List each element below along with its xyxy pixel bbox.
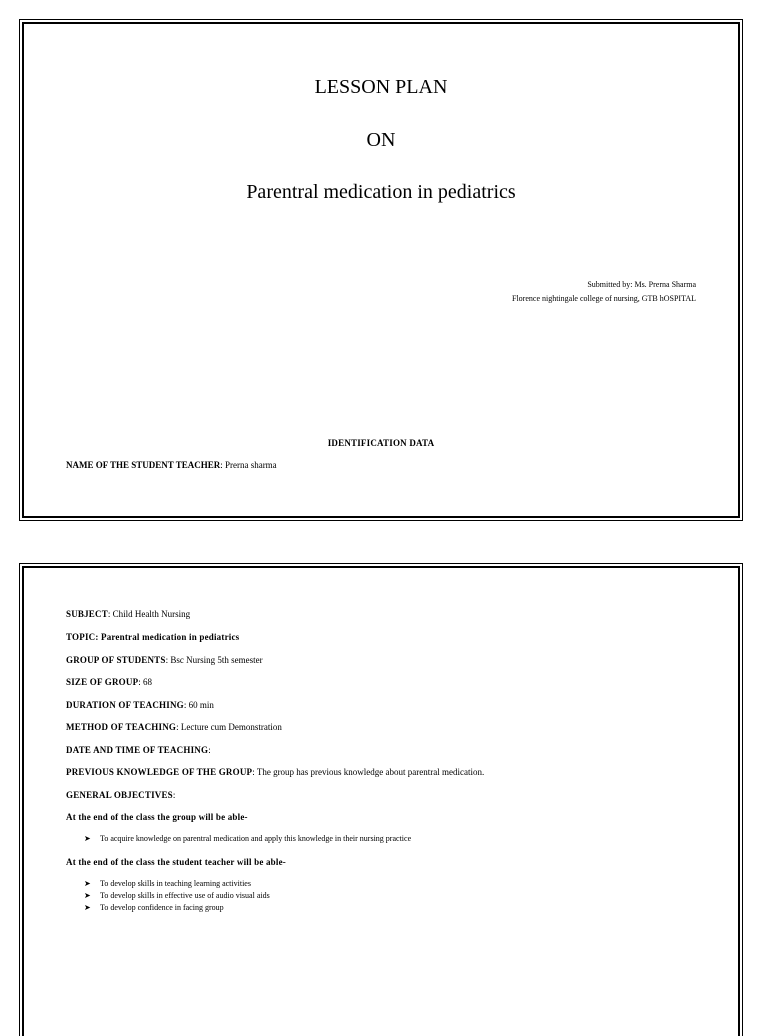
field-label: SIZE OF GROUP bbox=[66, 677, 139, 687]
teacher-objectives-heading: At the end of the class the student teacher will be able- bbox=[66, 857, 286, 867]
field-label: PREVIOUS KNOWLEDGE OF THE GROUP bbox=[66, 767, 253, 777]
document-page-2 bbox=[22, 566, 740, 1036]
document-page-1 bbox=[22, 22, 740, 518]
field-previous-knowledge bbox=[66, 767, 484, 777]
arrow-bullet-icon: ➤ bbox=[84, 834, 91, 843]
field-group bbox=[66, 655, 263, 665]
field-topic bbox=[66, 632, 239, 642]
field-size bbox=[66, 677, 152, 687]
field-value: : Parentral medication in pediatrics bbox=[95, 632, 240, 642]
submitted-by: Submitted by: Ms. Prerna Sharma bbox=[587, 280, 696, 289]
teacher-value: : Prerna sharma bbox=[220, 460, 277, 470]
arrow-bullet-icon: ➤ bbox=[84, 903, 91, 912]
field-value: : Bsc Nursing 5th semester bbox=[165, 655, 263, 665]
field-general-objectives bbox=[66, 790, 175, 800]
field-value: : Lecture cum Demonstration bbox=[176, 722, 282, 732]
field-label: DURATION OF TEACHING bbox=[66, 700, 184, 710]
institution: Florence nightingale college of nursing, GTB hOSPITAL bbox=[512, 294, 696, 303]
teacher-label: NAME OF THE STUDENT TEACHER bbox=[66, 460, 221, 470]
field-label: DATE AND TIME OF TEACHING bbox=[66, 745, 209, 755]
field-label: METHOD OF TEACHING bbox=[66, 722, 177, 732]
arrow-bullet-icon: ➤ bbox=[84, 879, 91, 888]
list-item: ➤ To develop confidence in facing group bbox=[84, 903, 224, 912]
field-value: : 60 min bbox=[183, 700, 214, 710]
lesson-plan-title: LESSON PLAN bbox=[314, 76, 448, 98]
list-item: ➤ To develop skills in teaching learning activities bbox=[84, 879, 251, 888]
list-item: ➤ To acquire knowledge on parentral medication and apply this knowledge in their nursing practice bbox=[84, 834, 412, 843]
field-value: : The group has previous knowledge about parentral medication. bbox=[252, 767, 485, 777]
field-subject bbox=[66, 609, 190, 619]
identification-heading: IDENTIFICATION DATA bbox=[327, 438, 435, 448]
arrow-bullet-icon: ➤ bbox=[84, 891, 91, 900]
teacher-name-line bbox=[66, 460, 277, 470]
field-label: GENERAL OBJECTIVES bbox=[66, 790, 173, 800]
field-label: SUBJECT bbox=[66, 609, 108, 619]
list-item: ➤ To develop skills in effective use of audio visual aids bbox=[84, 891, 270, 900]
field-duration bbox=[66, 700, 214, 710]
topic-title: Parentral medication in pediatrics bbox=[246, 181, 516, 203]
field-label: TOPIC bbox=[66, 632, 96, 642]
field-label: GROUP OF STUDENTS bbox=[66, 655, 166, 665]
group-objectives-heading: At the end of the class the group will be able- bbox=[66, 812, 248, 822]
field-value: : bbox=[172, 790, 176, 800]
field-method bbox=[66, 722, 282, 732]
field-value: : Child Health Nursing bbox=[107, 609, 191, 619]
field-value: : bbox=[208, 745, 211, 755]
title-on: ON bbox=[366, 129, 396, 151]
field-value: : 68 bbox=[138, 677, 153, 687]
field-date-time bbox=[66, 745, 211, 755]
